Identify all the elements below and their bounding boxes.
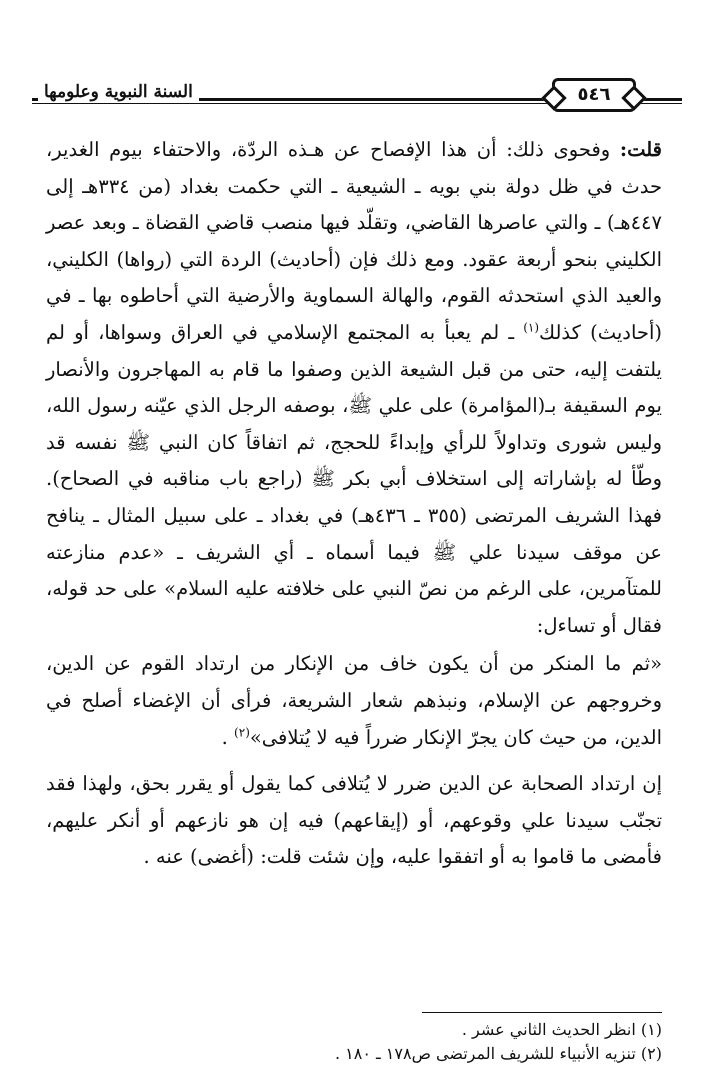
paragraph-1-text: وفحوى ذلك: أن هذا الإفصاح عن هـذه الردّة، والاحتفاء بيوم الغدير، حدث في ظل دولة بني بويه ـ الشيعية ـ التي حكمت بغداد (من ٣٣٤هـ إلى ٤٤٧هـ) ـ والتي عاصرها القاضي، وتقلّد فيها منصب قاضي القضاة ـ وبعد عصر الكليني بنحو أربعة عقود. ومع ذلك فإن (أحاديث) الردة التي (رواها) الكليني، والعيد الذي استحدثه القوم، والهالة السماوية والأرضية التي أحاطوه بها ـ في (أحاديث) كذلك	[46, 138, 663, 344]
quote-text: «ثم ما المنكر من أن يكون خاف من الإنكار من ارتداد القوم عن الدين، وخروجهم عن الإسلام، ونبذهم شعار الشريعة، فرأى أن الإغضاء أصلح في الدين، من حيث كان يجرّ الإنكار ضرراً فيه لا يُتلافى»	[46, 652, 662, 749]
footnotes	[46, 1018, 662, 1066]
quote-paragraph	[46, 646, 662, 756]
lead-word: قلت:	[619, 138, 662, 161]
paragraph-3: إن ارتداد الصحابة عن الدين ضرر لا يُتلافى كما يقول أو يقرر بحق، ولهذا فقد تجنّب سيدنا علي وقوعهم، أو (إيقاعهم) فيه إن هو نازعهم أو أنكر عليهم، فأمضى ما قاموا به أو اتفقوا عليه، وإن شئت قلت: (أغضى) عنه .	[46, 772, 662, 869]
page-number: ٥٤٦	[577, 84, 611, 105]
footnote-marker-2: (٢)	[234, 725, 250, 739]
page-header	[32, 72, 682, 122]
footnote-1: (١) انظر الحديث الثاني عشر .	[461, 1020, 662, 1039]
page-number-badge	[552, 78, 636, 112]
quote-end: .	[221, 725, 235, 749]
footnote-marker-1: (١)	[523, 320, 540, 335]
body-text	[46, 132, 662, 876]
paragraph-1-tail: ـ لم يعبأ به المجتمع الإسلامي في العراق وسواها، أو لم يلتفت إليه، حتى من قبل الشيعة الذين وصفوا ما قام به المهاجرون والأنصار يوم السقيفة بـ(المؤامرة) على علي ﷺ، بوصفه الرجل الذي عيّنه رسول الله، وليس شورى وتداولاً للرأي وإبداءً للحجج، ثم اتفاقاً كان النبي ﷺ نفسه قد وطّأ له بإشاراته إلى استخلاف أبي بكر ﷺ (راجع باب مناقبه في الصحاح). فهذا الشريف المرتضى (٣٥٥ ـ ٤٣٦هـ) في بغداد ـ على سبيل المثال ـ ينافح عن موقف سيدنا علي ﷺ فيما أسماه ـ أي الشريف ـ «عدم منازعته للمتآمرين، على الرغم من نصّ النبي على خلافته عليه السلام» على حد قوله، فقال أو تساءل:	[46, 320, 662, 637]
running-title: السنة النبوية وعلومها	[38, 82, 199, 102]
footnote-rule	[422, 1012, 662, 1013]
footnote-2: (٢) تنزيه الأنبياء للشريف المرتضى ص١٧٨ ـ ١٨٠ .	[334, 1044, 662, 1063]
paragraph-1	[46, 132, 662, 644]
